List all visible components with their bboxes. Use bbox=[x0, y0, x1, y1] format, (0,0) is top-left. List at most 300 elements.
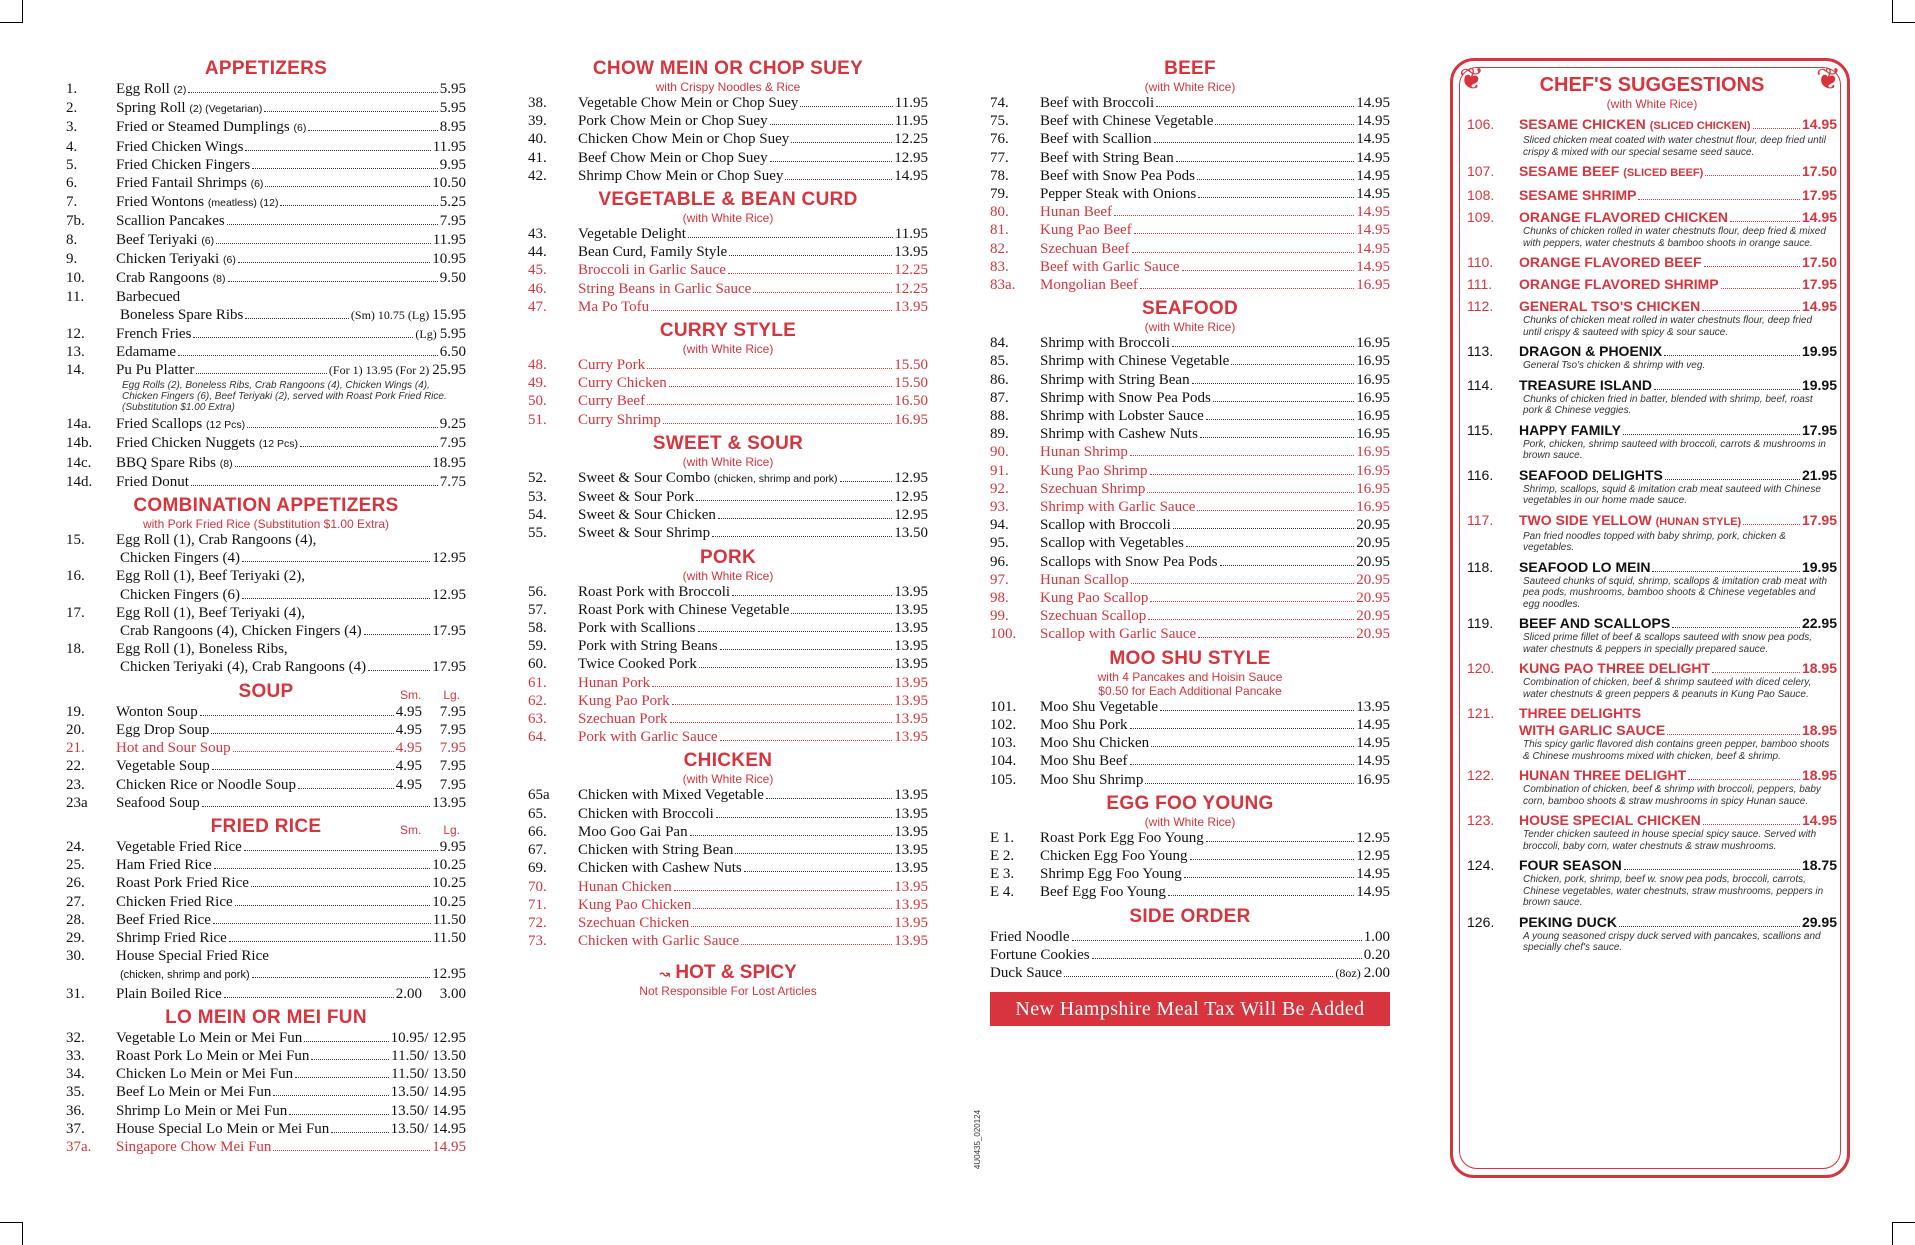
item-name bbox=[578, 692, 670, 710]
dot-leader bbox=[216, 243, 431, 244]
item-price: 13.95 bbox=[894, 638, 928, 655]
dot-leader bbox=[1140, 288, 1354, 289]
item-name-text: Shrimp with Garlic Sauce bbox=[1040, 499, 1196, 516]
item-number: 25. bbox=[66, 857, 85, 874]
item-price: 13.95 bbox=[894, 656, 928, 673]
menu-item bbox=[990, 112, 1390, 130]
item-number: 53. bbox=[528, 489, 547, 506]
dot-leader bbox=[1150, 601, 1354, 602]
item-description: Chunks of chicken fried in batter, blended with shrimp, beef, roast pork & Chinese veggies. bbox=[1523, 393, 1813, 416]
chef-item-row bbox=[1467, 209, 1837, 226]
item-price: 12.95 bbox=[894, 149, 928, 166]
item-description: Sauteed chunks of squid, shrimp, scallops & imitation crab meat with pea pods, mushrooms, bamboo shoots & Chinese vegetables and egg noodles. bbox=[1523, 575, 1828, 610]
menu-section bbox=[528, 433, 928, 543]
item-price: 11.95 bbox=[432, 138, 466, 155]
item-number: 52. bbox=[528, 469, 547, 486]
menu-section bbox=[528, 189, 928, 316]
item-name-text: Shrimp Egg Foo Young bbox=[1040, 866, 1182, 883]
menu-item bbox=[528, 619, 928, 637]
menu-item bbox=[528, 932, 928, 950]
item-number: 8. bbox=[66, 231, 78, 248]
item-number: 37a. bbox=[66, 1138, 92, 1155]
dot-leader bbox=[1198, 637, 1354, 638]
item-price: 16.95 bbox=[1356, 371, 1390, 388]
item-name bbox=[1040, 112, 1213, 130]
crop-mark-bottom-left bbox=[0, 1222, 23, 1245]
menu-item bbox=[990, 589, 1390, 607]
item-price: 12.95 bbox=[894, 507, 928, 524]
dot-leader bbox=[235, 466, 431, 467]
item-name bbox=[116, 231, 214, 250]
item-price: 13.95 bbox=[894, 914, 928, 931]
price-qualifier: (Sm) 10.75 (Lg) bbox=[350, 308, 430, 323]
section-subtitle: with 4 Pancakes and Hoisin Sauce bbox=[1097, 669, 1283, 684]
item-number: 112. bbox=[1467, 298, 1494, 314]
menu-item bbox=[990, 734, 1390, 752]
item-description: Chunks of chicken meat rolled in water chestnuts flour, deep fried until crispy & sauteed with spicy & sour sauce. bbox=[1523, 315, 1813, 338]
item-number: 62. bbox=[528, 692, 547, 709]
item-number: 54. bbox=[528, 507, 547, 524]
item-name bbox=[116, 911, 211, 929]
item-price: 14.95 bbox=[1356, 204, 1390, 221]
dot-leader bbox=[1134, 233, 1355, 234]
menu-item bbox=[990, 352, 1390, 370]
item-price: 5.25 bbox=[439, 194, 466, 211]
item-name bbox=[116, 1065, 293, 1083]
item-name-text: Seafood Soup bbox=[116, 794, 200, 811]
section-title bbox=[66, 816, 466, 838]
dot-leader bbox=[732, 595, 892, 596]
item-number: 117. bbox=[1467, 511, 1494, 528]
item-number: 103. bbox=[990, 735, 1017, 752]
item-price: 11.95 bbox=[894, 95, 928, 111]
item-name-text: Ham Fried Rice bbox=[116, 857, 212, 874]
dot-leader bbox=[308, 130, 437, 131]
section-title bbox=[528, 750, 928, 772]
dot-leader bbox=[674, 890, 893, 891]
item-name-text: Szechuan Beef bbox=[1040, 240, 1130, 257]
item-number: 32. bbox=[66, 1029, 85, 1046]
item-name-text: Ma Po Tofu bbox=[578, 298, 650, 315]
item-note: (meatless) (12) bbox=[207, 197, 279, 210]
item-name bbox=[1040, 334, 1170, 352]
item-name bbox=[116, 99, 262, 118]
menu-item bbox=[66, 757, 466, 775]
dot-leader bbox=[1197, 179, 1354, 180]
dot-leader bbox=[331, 1132, 388, 1133]
item-note: (12 Pcs) bbox=[206, 419, 246, 432]
item-name-text: Roast Pork with Chinese Vegetable bbox=[578, 601, 790, 618]
dot-leader bbox=[1215, 124, 1354, 125]
item-price: 7.95 bbox=[439, 213, 466, 230]
item-name bbox=[578, 674, 650, 692]
dot-leader bbox=[211, 733, 393, 734]
item-price: 16.95 bbox=[1356, 462, 1390, 479]
item-name-text: HAPPY FAMILY bbox=[1519, 421, 1621, 438]
menu-item bbox=[528, 506, 928, 524]
item-price: 12.25 bbox=[894, 262, 928, 279]
item-number: 17. bbox=[66, 604, 85, 621]
dot-leader bbox=[1200, 437, 1354, 438]
item-description: This spicy garlic flavored dish contains green pepper, bamboo shoots & Chinese mushrooms mixed with chicken, beef & shrimp. bbox=[1523, 739, 1830, 762]
item-name-text: Egg Roll (1), Boneless Ribs, bbox=[116, 641, 288, 658]
item-name bbox=[116, 776, 296, 794]
item-number: 77. bbox=[990, 149, 1009, 166]
item-name-text: SEAFOOD DELIGHTS bbox=[1519, 466, 1663, 483]
dot-leader bbox=[202, 806, 431, 807]
item-number: 87. bbox=[990, 389, 1009, 406]
item-price: 9.95 bbox=[439, 838, 466, 855]
dot-leader bbox=[245, 150, 430, 151]
item-number: 39. bbox=[528, 113, 547, 130]
item-name-text: Pork Chow Mein or Chop Suey bbox=[578, 113, 768, 130]
item-name bbox=[116, 757, 210, 775]
dot-leader bbox=[224, 997, 394, 998]
item-price: 12.95 bbox=[432, 966, 466, 983]
dot-leader bbox=[191, 485, 438, 486]
item-name-text: Vegetable Delight bbox=[578, 226, 686, 243]
section-title-text: VEGETABLE & BEAN CURD bbox=[598, 189, 858, 211]
item-note: (HUNAN STYLE) bbox=[1655, 515, 1742, 528]
menu-item bbox=[66, 269, 466, 288]
item-name bbox=[116, 269, 226, 288]
item-name-text: Fried Chicken Fingers bbox=[116, 156, 251, 173]
dot-leader bbox=[1172, 346, 1354, 347]
item-name-text: Szechuan Pork bbox=[578, 711, 668, 728]
item-number: 124. bbox=[1467, 857, 1495, 873]
item-name-text: Shrimp with Cashew Nuts bbox=[1040, 426, 1198, 443]
menu-item bbox=[66, 193, 466, 212]
item-name-text: Fried Chicken Wings bbox=[116, 138, 244, 155]
item-name bbox=[1040, 716, 1128, 734]
item-name-text: BEEF AND SCALLOPS bbox=[1519, 615, 1671, 631]
chef-item bbox=[1467, 705, 1837, 762]
item-price-small: 4.95 bbox=[395, 758, 422, 775]
item-price: 20.95 bbox=[1356, 590, 1390, 607]
dot-leader bbox=[1147, 492, 1354, 493]
item-name-text: Shrimp Lo Mein or Mei Fun bbox=[116, 1102, 288, 1119]
item-name bbox=[578, 298, 649, 316]
item-price: 13.50/ 14.95 bbox=[390, 1084, 466, 1101]
item-name-text: ORANGE FLAVORED SHRIMP bbox=[1519, 276, 1719, 292]
item-name bbox=[578, 130, 789, 148]
menu-item bbox=[990, 716, 1390, 734]
menu-item bbox=[990, 883, 1390, 901]
dot-leader bbox=[770, 124, 893, 125]
item-note: (2) (Vegetarian) bbox=[189, 103, 263, 116]
item-number: 76. bbox=[990, 131, 1009, 148]
chef-title: CHEF'S SUGGESTIONS bbox=[1539, 74, 1765, 96]
item-name bbox=[1040, 425, 1198, 443]
item-number: 51. bbox=[528, 411, 547, 428]
item-number: 122. bbox=[1467, 767, 1495, 783]
item-number: 2. bbox=[66, 100, 78, 117]
chef-item bbox=[1467, 914, 1837, 954]
item-name bbox=[1519, 276, 1719, 293]
item-name bbox=[1040, 130, 1152, 148]
menu-item bbox=[528, 280, 928, 298]
item-name-text: Boneless Spare Ribs bbox=[120, 307, 244, 324]
item-price: 13.95 bbox=[894, 674, 928, 691]
menu-column-3 bbox=[990, 56, 1390, 1026]
chef-item bbox=[1467, 163, 1837, 182]
dot-leader bbox=[196, 373, 327, 374]
chef-item-row bbox=[1467, 660, 1837, 677]
item-number: 57. bbox=[528, 601, 547, 618]
item-description: Sliced prime fillet of beef & scallops sauteed with snow pea pods, water chestnuts & peppers in specially prepared sauce. bbox=[1523, 632, 1813, 655]
item-name bbox=[1040, 203, 1112, 221]
item-price: 9.50 bbox=[439, 270, 466, 287]
item-name bbox=[116, 874, 249, 892]
item-price: 13.95 bbox=[894, 583, 928, 600]
item-name-text: House Special Lo Mein or Mei Fun bbox=[116, 1120, 330, 1137]
dot-leader bbox=[672, 704, 893, 705]
item-price: 21.95 bbox=[1801, 466, 1837, 483]
menu-item bbox=[66, 1083, 466, 1101]
item-name bbox=[116, 118, 306, 137]
item-price: 14.95 bbox=[1356, 884, 1390, 901]
item-name-text: Hunan Pork bbox=[578, 674, 651, 691]
item-price: 14.95 bbox=[1356, 866, 1390, 883]
item-name-text: French Fries bbox=[116, 325, 192, 342]
item-name bbox=[1040, 371, 1190, 389]
item-number: 60. bbox=[528, 656, 547, 673]
item-description: A young seasoned crispy duck served with pancakes, scallions and specially chef's sauce. bbox=[1523, 930, 1821, 953]
dot-leader bbox=[647, 368, 892, 369]
item-price: 15.95 bbox=[432, 307, 466, 324]
item-number: 59. bbox=[528, 638, 547, 655]
item-number: 16. bbox=[66, 568, 85, 585]
item-number: 65. bbox=[528, 805, 547, 822]
menu-item bbox=[990, 534, 1390, 552]
item-price: 20.95 bbox=[1356, 571, 1390, 588]
item-number: 29. bbox=[66, 929, 85, 946]
menu-item bbox=[528, 728, 928, 746]
item-number: 79. bbox=[990, 186, 1009, 203]
dot-leader bbox=[300, 446, 438, 447]
item-number: 31. bbox=[66, 985, 85, 1002]
item-description: Combination of chicken, beef & shrimp with broccoli, peppers, baby corn, bamboo shoots & straw mushrooms in spicy Hunan sauce. bbox=[1523, 784, 1821, 807]
item-price: 12.95 bbox=[894, 489, 928, 506]
item-number: 107. bbox=[1467, 163, 1495, 179]
item-number: 55. bbox=[528, 525, 547, 542]
item-number: 43. bbox=[528, 226, 547, 243]
item-name bbox=[116, 531, 316, 549]
item-number: 64. bbox=[528, 729, 547, 746]
dot-leader bbox=[735, 853, 892, 854]
section-subtitle: (with White Rice) bbox=[682, 772, 774, 787]
dot-leader bbox=[368, 670, 430, 671]
item-name-text: Scallop with Garlic Sauce bbox=[1040, 626, 1197, 643]
menu-item bbox=[66, 343, 466, 361]
flourish-icon: ❦ bbox=[1459, 63, 1485, 96]
dot-leader bbox=[304, 1041, 388, 1042]
item-number: 24. bbox=[66, 838, 85, 855]
item-number: 66. bbox=[528, 823, 547, 840]
item-name-text: Singapore Chow Mei Fun bbox=[116, 1138, 272, 1155]
item-price: 16.95 bbox=[1356, 277, 1390, 294]
item-number: 83a. bbox=[990, 277, 1016, 294]
dot-leader bbox=[235, 905, 431, 906]
item-name bbox=[578, 94, 798, 112]
item-name bbox=[990, 964, 1062, 982]
item-name-text: Curry Chicken bbox=[578, 375, 667, 392]
menu-item bbox=[528, 878, 928, 896]
menu-section bbox=[990, 58, 1390, 294]
item-number: 80. bbox=[990, 204, 1009, 221]
item-note: (SLICED CHICKEN) bbox=[1649, 120, 1751, 132]
item-number: 101. bbox=[990, 698, 1017, 715]
item-name bbox=[116, 156, 250, 174]
item-name-text: Crab Rangoons (4), Chicken Fingers (4) bbox=[120, 623, 362, 640]
item-name-text: Kung Pao Pork bbox=[578, 692, 670, 709]
item-name-text: Hunan Shrimp bbox=[1040, 444, 1128, 461]
menu-item bbox=[66, 531, 466, 549]
item-name bbox=[1519, 705, 1641, 722]
item-number: 100. bbox=[990, 626, 1017, 643]
item-price: 29.95 bbox=[1801, 913, 1837, 930]
item-name-text: KUNG PAO THREE DELIGHT bbox=[1519, 660, 1711, 676]
item-name-text: Beef Fried Rice bbox=[116, 911, 211, 928]
dot-leader bbox=[1688, 779, 1800, 780]
item-name bbox=[116, 838, 242, 856]
dot-leader bbox=[1652, 571, 1800, 572]
dot-leader bbox=[663, 423, 892, 424]
dot-leader bbox=[200, 715, 394, 716]
dot-leader bbox=[1231, 364, 1354, 365]
item-name-text: BBQ Spare Ribs bbox=[116, 454, 217, 471]
item-name-text: Vegetable Fried Rice bbox=[116, 838, 242, 855]
section-subtitle: (with White Rice) bbox=[682, 568, 774, 583]
section-subtitle: (with White Rice) bbox=[682, 211, 774, 226]
item-number: 23. bbox=[66, 776, 85, 793]
item-name-text: Beef Teriyaki bbox=[116, 231, 198, 248]
dot-leader bbox=[1072, 940, 1362, 941]
item-price: 13.95 bbox=[432, 794, 466, 811]
menu-item bbox=[66, 1102, 466, 1120]
item-name bbox=[1040, 185, 1196, 203]
item-name bbox=[578, 878, 672, 896]
section-subtitle: with Pork Fried Rice (Substitution $1.00 Extra) bbox=[142, 517, 390, 532]
dot-leader bbox=[1064, 976, 1333, 977]
item-number: 14d. bbox=[66, 473, 93, 490]
menu-item bbox=[66, 118, 466, 137]
item-description: Sliced chicken meat coated with water chestnut flour, deep fried until crispy & mixed with our special sesame seed sauce. bbox=[1523, 135, 1826, 158]
item-number: 36. bbox=[66, 1102, 85, 1119]
item-name bbox=[1519, 767, 1686, 784]
dot-leader bbox=[1672, 627, 1800, 628]
dot-leader bbox=[1148, 619, 1354, 620]
chef-item-row bbox=[1467, 559, 1837, 576]
item-number: 89. bbox=[990, 426, 1009, 443]
item-name bbox=[1519, 812, 1701, 829]
item-name-text: Chicken Fried Rice bbox=[116, 893, 233, 910]
menu-item bbox=[528, 298, 928, 316]
item-price: 11.50/ 13.50 bbox=[391, 1066, 466, 1083]
item-name bbox=[116, 361, 194, 379]
dot-leader bbox=[1206, 841, 1354, 842]
item-number: 26. bbox=[66, 875, 85, 892]
item-number: 126. bbox=[1467, 913, 1495, 930]
section-title-text: COMBINATION APPETIZERS bbox=[133, 495, 399, 517]
item-name-text: Vegetable Lo Mein or Mei Fun bbox=[116, 1029, 303, 1046]
item-name bbox=[1040, 553, 1218, 571]
menu-item bbox=[990, 553, 1390, 571]
item-name bbox=[578, 112, 768, 130]
item-number: 21. bbox=[66, 740, 85, 757]
item-number: 65a bbox=[528, 787, 550, 804]
menu-item bbox=[528, 167, 928, 185]
item-name bbox=[578, 280, 751, 298]
size-label: Sm. bbox=[399, 822, 422, 837]
item-price: 19.95 bbox=[1801, 343, 1837, 359]
menu-item bbox=[66, 434, 466, 453]
item-name bbox=[578, 261, 726, 279]
item-name-text: Shrimp with Chinese Vegetable bbox=[1040, 353, 1230, 370]
section-title-text: SOUP bbox=[238, 680, 294, 702]
item-price: 14.95 bbox=[1356, 753, 1390, 770]
dot-leader bbox=[245, 318, 349, 319]
item-price: 10.25 bbox=[432, 875, 466, 892]
chef-item bbox=[1467, 298, 1837, 338]
menu-item bbox=[66, 288, 466, 306]
item-name bbox=[116, 212, 225, 230]
item-name-text: Hunan Scallop bbox=[1040, 571, 1129, 588]
item-name-text: Broccoli in Garlic Sauce bbox=[578, 262, 726, 279]
dot-leader bbox=[1184, 877, 1355, 878]
item-price: 11.50 bbox=[432, 929, 466, 946]
menu-column-1 bbox=[66, 56, 466, 1160]
dot-leader bbox=[1092, 958, 1362, 959]
item-name bbox=[116, 929, 227, 947]
item-price: 19.95 bbox=[1801, 558, 1837, 575]
menu-item bbox=[990, 276, 1390, 294]
dot-leader bbox=[295, 1077, 389, 1078]
menu-section bbox=[66, 58, 466, 491]
chef-item bbox=[1467, 422, 1837, 462]
chef-item-row bbox=[1467, 512, 1837, 531]
dot-leader bbox=[214, 868, 430, 869]
item-name bbox=[578, 506, 716, 524]
menu-item bbox=[66, 856, 466, 874]
item-name bbox=[1040, 443, 1128, 461]
menu-item bbox=[528, 601, 928, 619]
item-number: 95. bbox=[990, 535, 1009, 552]
item-name-text: Pork with Scallions bbox=[578, 620, 696, 637]
item-number: 78. bbox=[990, 167, 1009, 184]
dot-leader bbox=[252, 168, 438, 169]
section-title bbox=[66, 58, 466, 80]
item-name-text: Scallion Pancakes bbox=[116, 213, 225, 230]
item-name bbox=[578, 619, 696, 637]
menu-item bbox=[66, 1029, 466, 1047]
item-number: 44. bbox=[528, 244, 547, 261]
item-number: 74. bbox=[990, 95, 1009, 111]
item-name bbox=[116, 1138, 271, 1156]
dot-leader bbox=[1156, 106, 1354, 107]
item-number: 123. bbox=[1467, 812, 1495, 828]
item-number: 37. bbox=[66, 1120, 85, 1137]
dot-leader bbox=[1638, 199, 1799, 200]
menu-item bbox=[66, 80, 466, 99]
chef-item-row bbox=[1467, 705, 1837, 722]
item-name bbox=[1519, 422, 1621, 439]
item-note: (SLICED BEEF) bbox=[1623, 167, 1704, 179]
dot-leader bbox=[691, 926, 892, 927]
item-price: 11.50/ 13.50 bbox=[391, 1047, 466, 1064]
item-number: 119. bbox=[1467, 615, 1494, 631]
dot-leader bbox=[212, 769, 394, 770]
